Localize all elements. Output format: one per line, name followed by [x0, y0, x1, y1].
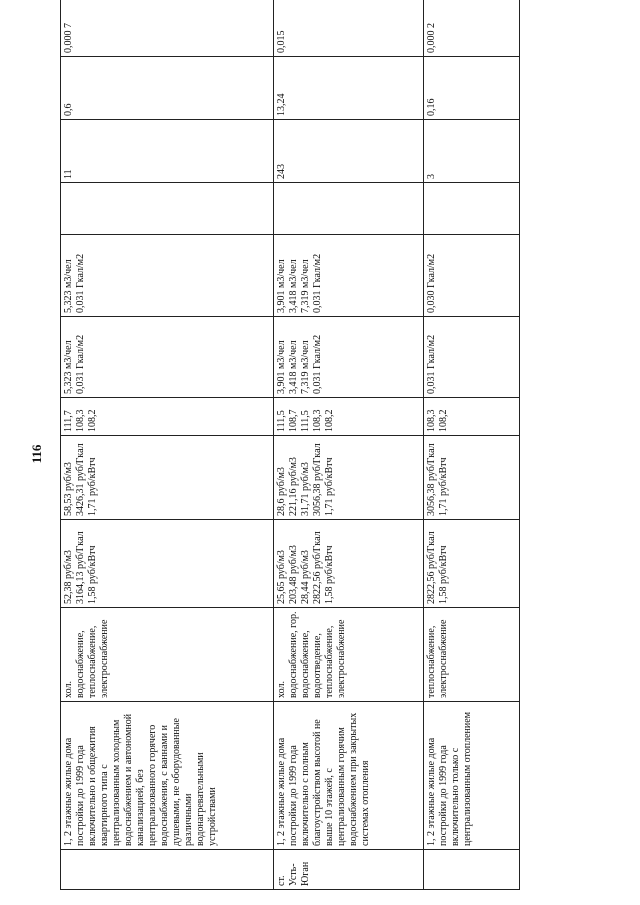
rotated-table-wrapper	[60, 15, 597, 890]
tariff-old-cell: 52,38 руб/м3 3164,13 руб/Гкал 1,58 руб/кВтч	[61, 520, 274, 608]
tariff-new-cell: 3056,38 руб/Гкал 1,71 руб/кВтч	[424, 436, 520, 520]
building-type-cell: 1, 2 этажные жилые дома постройки до 1999 года включительно с полным благоустройством высотой не выше 10 этажей, с централизованным горячим водоснабжением при закрытых системах отопления	[274, 702, 424, 850]
norm-new-cell: 5,323 м3/чел 0,031 Гкал/м2	[61, 235, 274, 317]
services-cell: теплоснабжение, электроснабжение	[424, 608, 520, 702]
index-cell: 111,5 108,7 111,5 108,3 108,2	[274, 398, 424, 436]
locality-cell	[424, 850, 520, 890]
blank-cell	[274, 183, 424, 235]
norm-old-cell: 0,031 Гкал/м2	[424, 317, 520, 398]
count-cell: 3	[424, 120, 520, 183]
norm-old-cell: 3,901 м3/чел 3,418 м3/чел 7,319 м3/чел 0,031 Гкал/м2	[274, 317, 424, 398]
building-type-cell: 1, 2 этажные жилые дома постройки до 1999 года включительно только с централизованным отоплением	[424, 702, 520, 850]
services-cell: хол. водоснабжение, теплоснабжение, электроснабжение	[61, 608, 274, 702]
table-row	[274, 0, 424, 890]
count-cell: 11	[61, 120, 274, 183]
tariff-table	[60, 0, 520, 890]
index-cell: 111,7 108,3 108,2	[61, 398, 274, 436]
share-cell: 13,24	[274, 57, 424, 120]
table-row	[424, 0, 520, 890]
value-cell: 0,015	[274, 0, 424, 57]
tariff-new-cell: 28,6 руб/м3 221,16 руб/м3 31,71 руб/м3 3056,38 руб/Гкал 1,71 руб/кВтч	[274, 436, 424, 520]
building-type-cell: 1, 2 этажные жилые дома постройки до 1999 года включительно и общежития квартирного типа с централизованным холодным водоснабжением и автономной канализацией, без централизованного горячего водоснабжения, с ваннами и душевыми, не оборудованные различными водонагревательными устройствами	[61, 702, 274, 850]
norm-new-cell: 0,030 Гкал/м2	[424, 235, 520, 317]
table-row	[61, 0, 274, 890]
norm-old-cell: 5,323 м3/чел 0,031 Гкал/м2	[61, 317, 274, 398]
table-body	[61, 0, 520, 890]
count-cell: 243	[274, 120, 424, 183]
page-number: 116	[29, 444, 44, 464]
blank-cell	[424, 183, 520, 235]
locality-cell	[61, 850, 274, 890]
tariff-new-cell: 58,53 руб/м3 3426,31 руб/Гкал 1,71 руб/кВтч	[61, 436, 274, 520]
value-cell: 0,000 7	[61, 0, 274, 57]
share-cell: 0,16	[424, 57, 520, 120]
tariff-old-cell: 25,65 руб/м3 203,48 руб/м3 28,44 руб/м3 2822,56 руб/Гкал 1,58 руб/кВтч	[274, 520, 424, 608]
services-cell: хол. водоснабжение, гор. водоснабжение, водоотведение, теплоснабжение, электроснабжение	[274, 608, 424, 702]
locality-cell: ст. Усть-Юган	[274, 850, 424, 890]
index-cell: 108,3 108,2	[424, 398, 520, 436]
tariff-old-cell: 2822,56 руб/Гкал 1,58 руб/кВтч	[424, 520, 520, 608]
blank-cell	[61, 183, 274, 235]
value-cell: 0,000 2	[424, 0, 520, 57]
norm-new-cell: 3,901 м3/чел 3,418 м3/чел 7,319 м3/чел 0,031 Гкал/м2	[274, 235, 424, 317]
share-cell: 0,6	[61, 57, 274, 120]
